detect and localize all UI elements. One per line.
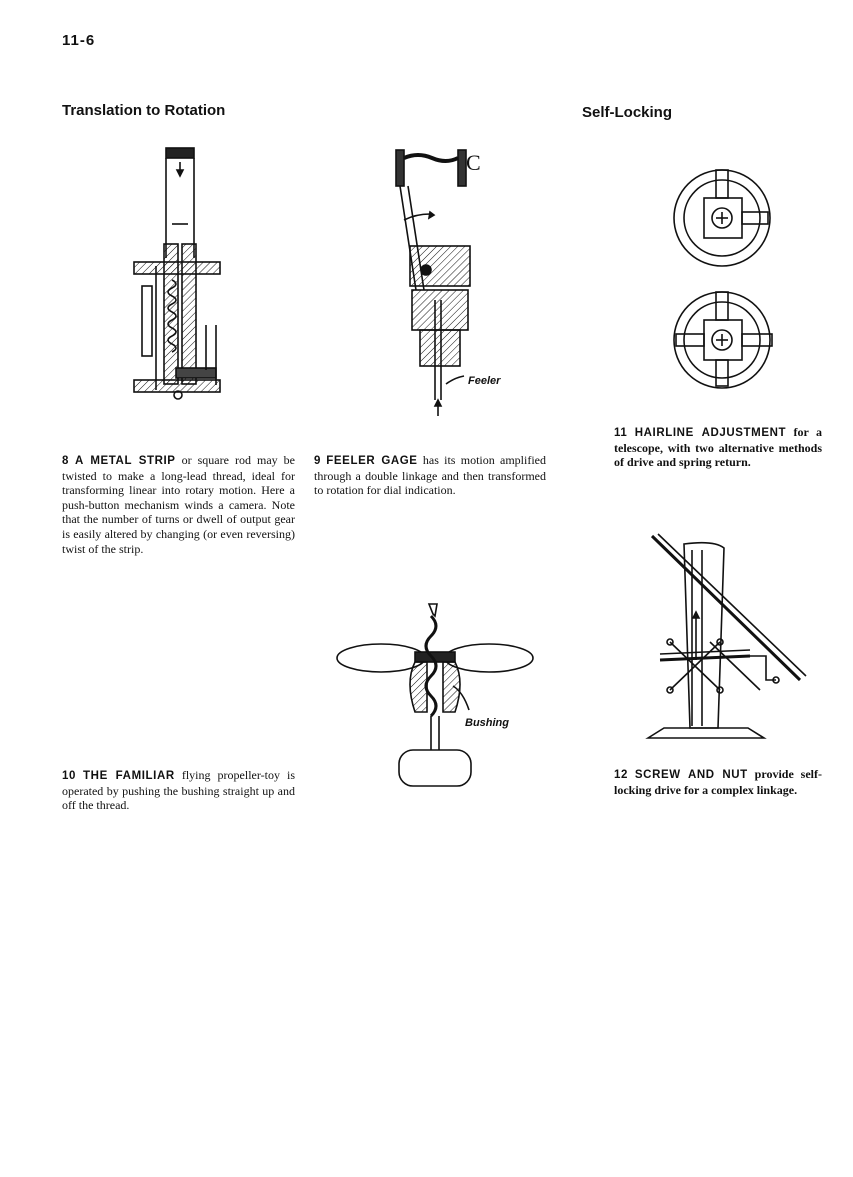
figure-10-bushing-label: Bushing [465, 717, 509, 729]
caption-11-lead: HAIRLINE ADJUSTMENT [634, 427, 787, 439]
caption-9-lead: FEELER GAGE [326, 455, 418, 467]
section-title-translation: Translation to Rotation [62, 102, 226, 119]
caption-8-number: 8 [62, 455, 69, 467]
caption-10 [62, 768, 295, 813]
caption-9 [314, 453, 546, 498]
caption-11 [614, 425, 822, 470]
caption-12-text: provide self-locking drive for a complex linkage. [614, 767, 822, 797]
caption-11-text: for a telescope, with two alternative methods of drive and spring return. [614, 425, 823, 470]
caption-9-text: has its motion amplified through a double linkage and then transformed to rotation for dial indication. [314, 453, 547, 498]
caption-10-number: 10 [62, 770, 76, 782]
caption-10-text: flying propeller-toy is operated by pushing the bushing straight up and off the thread. [62, 768, 295, 813]
figure-9-feeler-label: Feeler [468, 375, 501, 387]
caption-8-text: or square rod may be twisted to make a long-lead thread, ideal for transforming linear into rotary motion. Here a push-button mechanism winds a camera. Note that the number of turns or dwell of output gear is easily altered by changing (or even reversing) twist of the strip. [62, 453, 296, 556]
caption-8 [62, 453, 295, 556]
caption-10-lead: THE FAMILIAR [83, 770, 175, 782]
page-number: 11-6 [62, 32, 96, 49]
caption-12 [614, 767, 822, 797]
section-title-self-locking: Self-Locking [582, 104, 673, 121]
figure-11-hairline-adjustment-drawing [670, 160, 780, 410]
caption-8-lead: A METAL STRIP [75, 455, 176, 467]
figure-10-propeller-toy-drawing [335, 600, 535, 790]
figure-9-letter-c: C [466, 150, 481, 175]
figure-12-screw-and-nut-drawing [640, 530, 820, 745]
caption-12-lead: SCREW AND NUT [634, 769, 748, 781]
caption-11-number: 11 [614, 427, 628, 439]
figure-8-twisted-strip-drawing [120, 140, 230, 400]
caption-9-number: 9 [314, 455, 321, 467]
caption-12-number: 12 [614, 769, 628, 781]
